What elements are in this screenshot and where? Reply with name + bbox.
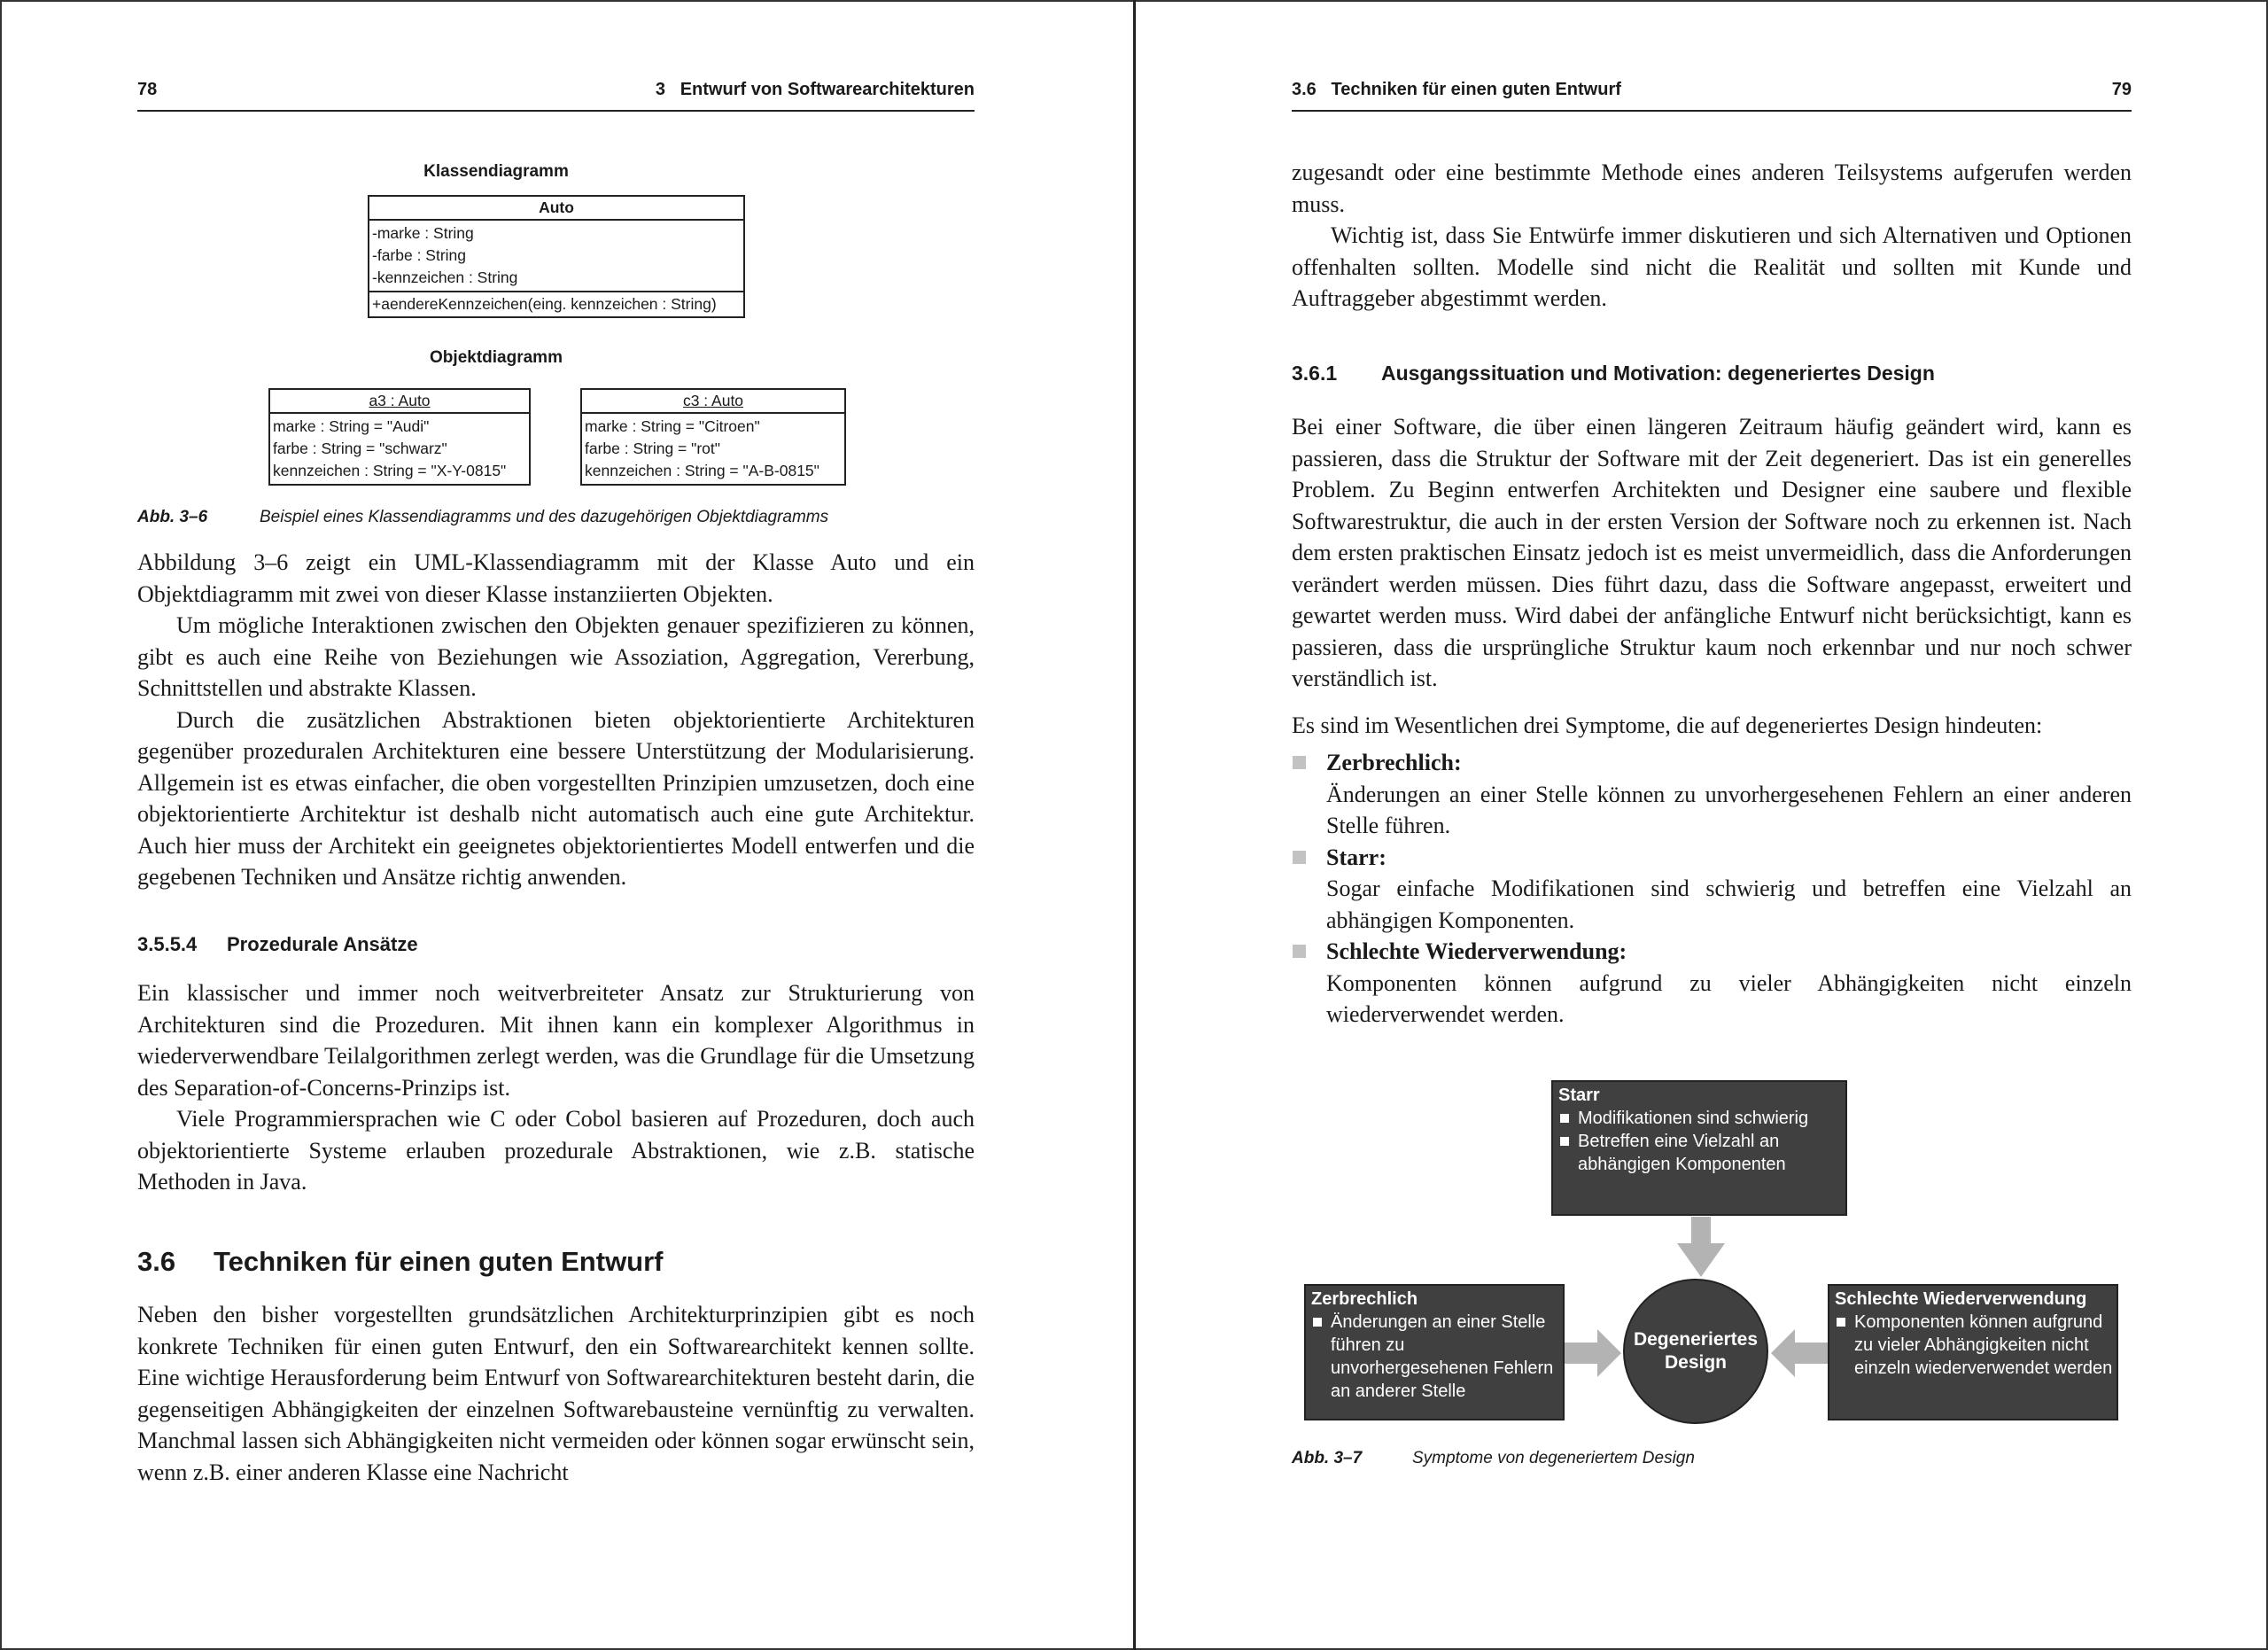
object-attributes <box>270 414 529 484</box>
figure-caption <box>137 508 975 527</box>
class-name: Auto <box>369 197 743 221</box>
box-item: Betreffen eine Vielzahl an abhängigen Komponenten <box>1553 1130 1845 1176</box>
list-item-title: Schlechte Wiederverwendung: <box>1326 938 1627 964</box>
left-page <box>137 0 975 1650</box>
box-title: Zerbrechlich <box>1311 1289 1418 1309</box>
arrow-right <box>1563 1329 1621 1377</box>
heading-text: Techniken für einen guten Entwurf <box>214 1246 664 1277</box>
body-text-block-2 <box>1292 411 2132 741</box>
list-item-title: Starr: <box>1326 844 1386 870</box>
attribute: -farbe : String <box>372 246 467 264</box>
object-attribute: farbe : String = "rot" <box>585 440 720 457</box>
object-name: a3 : Auto <box>270 390 529 414</box>
paragraph: Neben den bisher vorgestellten grundsätzlichen Architekturprinzipien gibt es noch konkrete Techniken für einen guten Entwurf, den ein Softwarearchitekt kennen sollte. Eine wichtige Herausforderung beim Entwurf von Softwarearchitekturen besteht darin, die gegenseitigen Abhängigkeiten der einzelnen Softwarebausteine vernünftig zu verwalten. Manchmal lassen sich Abhängigkeiten nicht vermeiden oder können sogar erwünscht sein, wenn z.B. einer anderen Klasse eine Nachricht <box>137 1302 975 1485</box>
class-operation: +aendereKennzeichen(eing. kennzeichen : String) <box>372 295 717 313</box>
heading-number: 3.6 <box>137 1246 176 1277</box>
list-item-text: Komponenten können aufgrund zu vieler Abhängigkeiten nicht einzeln wiederverwendet werden. <box>1326 969 2132 1027</box>
paragraph: Wichtig ist, dass Sie Entwürfe immer diskutieren und sich Alternativen und Optionen offenhalten sollten. Modelle sind nicht die Realität und sollten mit Kunde und Auftraggeber abgestimmt werden. <box>1292 222 2132 311</box>
list-item-text: Änderungen an einer Stelle können zu unvorhergesehenen Fehlern an einer anderen Stelle führen. <box>1326 781 2132 838</box>
symptom-box-wiederverwendung <box>1828 1284 2118 1420</box>
figure-caption <box>1292 1449 2132 1468</box>
box-item: Komponenten können aufgrund zu vieler Abhängigkeiten nicht einzeln wiederverwendet werden <box>1829 1311 2117 1380</box>
page-number: 79 <box>2111 80 2132 99</box>
object-name: c3 : Auto <box>582 390 844 414</box>
running-header-left <box>137 78 975 112</box>
bullet-square <box>1293 945 1306 958</box>
box-title: Starr <box>1558 1086 1600 1105</box>
subsection-heading <box>137 933 418 956</box>
paragraph: Es sind im Wesentlichen drei Symptome, die auf degeneriertes Design hindeuten: <box>1292 712 2043 738</box>
box-item: Modifikationen sind schwierig <box>1553 1107 1845 1130</box>
object-attribute: kennzeichen : String = "X-Y-0815" <box>273 462 507 479</box>
heading-number: 3.5.5.4 <box>137 933 198 955</box>
paragraph: Viele Programmiersprachen wie C oder Cobol basieren auf Prozeduren, doch auch objektorientierte Systeme erlauben prozedurale Abstraktionen, wie z.B. statische Methoden in Java. <box>137 1106 975 1195</box>
center-label-line2: Design <box>1664 1352 1727 1373</box>
object-attribute: marke : String = "Audi" <box>273 417 430 435</box>
object-attribute: marke : String = "Citroen" <box>585 417 760 435</box>
page-gutter <box>1133 0 1136 1650</box>
bullet-square <box>1313 1318 1322 1327</box>
paragraph: Durch die zusätzlichen Abstraktionen bieten objektorientierte Architekturen gegenüber prozeduralen Architekturen eine bessere Unterstützung der Modularisierung. Allgemein ist es etwas einfacher, die oben vorgestellten Prinzipien umzusetzen, doch eine objektorientierte Architektur ist deshalb nicht automatisch auch eine gute Architektur. Auch hier muss der Architekt ein geeignetes objektorientiertes Modell entwerfen und die gegebenen Techniken und Ansätze richtig anwenden. <box>137 706 975 890</box>
class-diagram-title: Klassendiagramm <box>423 162 569 181</box>
figure-number: Abb. 3–7 <box>1292 1449 1363 1467</box>
bullet-square <box>1560 1114 1569 1123</box>
symptom-list <box>1292 747 2132 1031</box>
body-text-block-3 <box>137 1299 975 1488</box>
heading-text: Ausgangssituation und Motivation: degeneriertes Design <box>1381 362 1935 385</box>
body-text-block-2 <box>137 977 975 1198</box>
figure-number: Abb. 3–6 <box>137 508 208 526</box>
arrow-left <box>1771 1329 1829 1377</box>
right-page <box>1292 0 2132 1650</box>
body-text-block-1 <box>1292 157 2132 315</box>
bullet-square <box>1560 1137 1569 1146</box>
heading-text: Prozedurale Ansätze <box>227 933 418 955</box>
center-label-line1: Degeneriertes <box>1633 1329 1759 1350</box>
list-item <box>1292 936 2132 1031</box>
page-number: 78 <box>137 80 158 99</box>
list-item <box>1292 747 2132 842</box>
body-text-block-1 <box>137 547 975 893</box>
object-attribute: kennzeichen : String = "A-B-0815" <box>585 462 819 479</box>
object-box-c3 <box>580 388 846 486</box>
figure-caption-text: Beispiel eines Klassendiagramms und des dazugehörigen Objektdiagramms <box>260 508 829 526</box>
bullet-square <box>1293 756 1306 769</box>
box-title: Schlechte Wiederverwendung <box>1835 1289 2087 1309</box>
running-header-right <box>1292 78 2132 112</box>
object-diagram-title: Objektdiagramm <box>430 348 563 367</box>
attribute: -marke : String <box>372 224 474 242</box>
box-item: Änderungen an einer Stelle führen zu unvorhergesehenen Fehlern an anderer Stelle <box>1306 1311 1563 1403</box>
center-circle <box>1623 1279 1768 1424</box>
bullet-square <box>1837 1318 1845 1327</box>
class-attributes <box>369 221 743 292</box>
object-attribute: farbe : String = "schwarz" <box>273 440 447 457</box>
list-item-text: Sogar einfache Modifikationen sind schwierig und betreffen eine Vielzahl an abhängigen Komponenten. <box>1326 876 2132 933</box>
symptom-box-starr <box>1551 1080 1847 1216</box>
list-item-title: Zerbrechlich: <box>1326 750 1462 775</box>
bullet-square <box>1293 851 1306 864</box>
paragraph: Um mögliche Interaktionen zwischen den Objekten genauer spezifizieren zu können, gibt es auch eine Reihe von Beziehungen wie Assoziation, Aggregation, Vererbung, Schnittstellen und abstrakte Klassen. <box>137 612 975 701</box>
object-attributes <box>582 414 844 484</box>
object-box-a3 <box>268 388 531 486</box>
paragraph: Ein klassischer und immer noch weitverbreiteter Ansatz zur Strukturierung von Architekturen sind die Prozeduren. Mit ihnen kann ein komplexer Algorithmus in wiederverwendbare Teilalgorithmen zerlegt werden, was die Grundlage für die Umsetzung des Separation-of-Concerns-Prinzips ist. <box>137 980 975 1101</box>
paragraph: zugesandt oder eine bestimmte Methode eines anderen Teilsystems aufgerufen werden muss. <box>1292 160 2132 217</box>
paragraph: Bei einer Software, die über einen längeren Zeitraum häufig geändert wird, kann es passieren, dass die Struktur der Software mit der Zeit degeneriert. Das ist ein generelles Problem. Zu Beginn entwerfen Architekten und Designer eine saubere und flexible Softwarestruktur, die auch in der ersten Version der Software noch zu erkennen ist. Nach dem ersten praktischen Einsatz jedoch ist es meist unvermeidlich, dass die Anforderungen verändert werden müssen. Dies führt dazu, dass die Software angepasst, erweitert und gewartet werden muss. Wird dabei der anfängliche Entwurf nicht berücksichtigt, kann es passieren, dass die ursprüngliche Struktur kaum noch erkennbar und nur noch schwer verständlich ist. <box>1292 414 2132 691</box>
list-item <box>1292 842 2132 937</box>
class-box-auto <box>368 195 745 318</box>
section-heading <box>137 1246 664 1278</box>
heading-number: 3.6.1 <box>1292 362 1338 385</box>
subsection-heading <box>1292 362 1935 385</box>
figure-caption-text: Symptome von degeneriertem Design <box>1412 1449 1695 1467</box>
paragraph: Abbildung 3–6 zeigt ein UML-Klassendiagramm mit der Klasse Auto und ein Objektdiagramm mit zwei von dieser Klasse instanziierten Objekten. <box>137 549 975 607</box>
symptom-box-zerbrechlich <box>1304 1284 1565 1420</box>
section-title: 3.6 Techniken für einen guten Entwurf <box>1292 80 1621 99</box>
arrow-down <box>1677 1217 1725 1277</box>
chapter-title: 3 Entwurf von Softwarearchitekturen <box>655 80 975 99</box>
attribute: -kennzeichen : String <box>372 269 518 286</box>
